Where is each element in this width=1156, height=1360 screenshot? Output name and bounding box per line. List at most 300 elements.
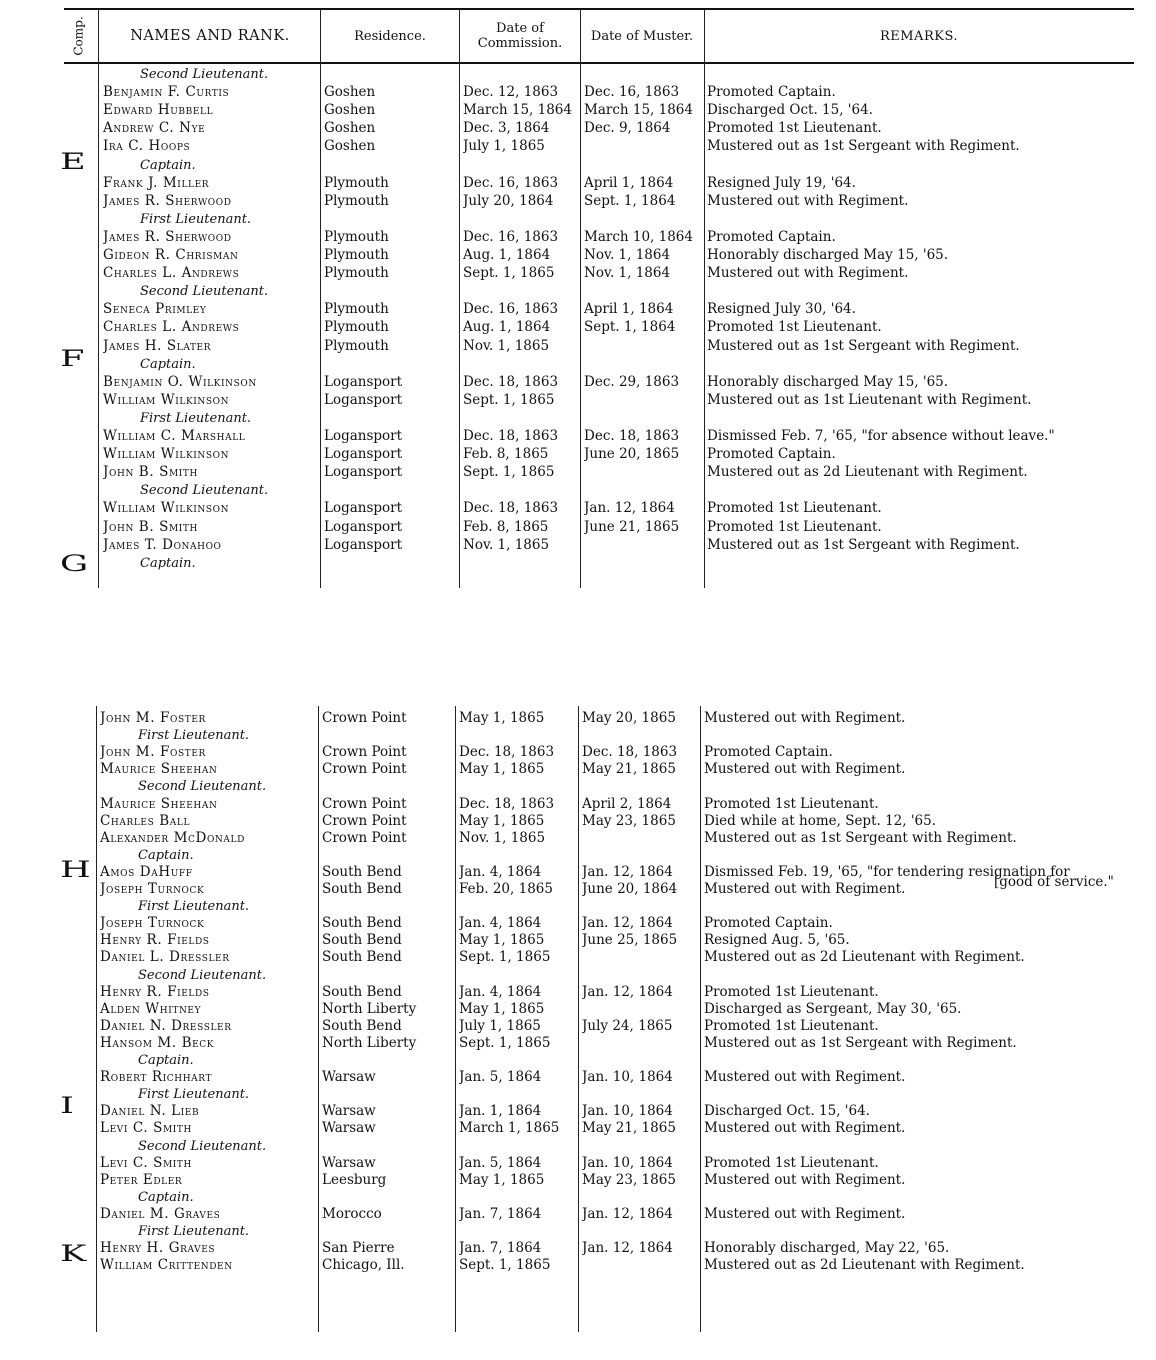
remarks-cell: Mustered out as 2d Lieutenant with Regiment. <box>704 949 1025 966</box>
muster-date: May 20, 1865 <box>582 710 676 726</box>
officer-name: Benjamin O. Wilkinson <box>103 373 257 390</box>
residence-cell: Crown Point <box>322 829 407 846</box>
commission-date: Dec. 16, 1863 <box>463 301 559 318</box>
commission-date: May 1, 1865 <box>459 1171 545 1188</box>
residence-cell: South Bend <box>322 983 402 1000</box>
header-muster: Date of Muster. <box>590 28 694 44</box>
residence-cell: Logansport <box>324 536 403 553</box>
roster-bottom-entry <box>0 984 1156 1001</box>
roster-bottom-entry <box>0 1052 1156 1069</box>
roster-top-entry <box>0 519 1156 536</box>
rank-heading: First Lieutenant. <box>138 1087 250 1103</box>
rank-heading: First Lieutenant. <box>138 899 250 915</box>
commission-date: Dec. 18, 1863 <box>463 428 559 444</box>
remarks-cell: Honorably discharged May 15, '65. <box>707 373 949 390</box>
roster-top-entry <box>0 283 1156 300</box>
officer-name: Henry R. Fields <box>100 983 210 1000</box>
roster-bottom-entry <box>0 915 1156 932</box>
remarks-cell: Mustered out with Regiment. <box>704 1069 906 1086</box>
muster-date: Jan. 10, 1864 <box>582 1069 673 1086</box>
commission-date: May 1, 1865 <box>459 1000 545 1017</box>
residence-cell: North Liberty <box>322 1000 417 1017</box>
commission-date: May 1, 1865 <box>459 812 545 829</box>
header-comp <box>64 10 94 62</box>
rank-heading: First Lieutenant. <box>138 728 250 744</box>
officer-name: Frank J. Miller <box>103 174 210 191</box>
muster-date: May 21, 1865 <box>582 761 676 778</box>
residence-cell: Plymouth <box>324 301 389 318</box>
commission-date: Dec. 16, 1863 <box>463 174 559 191</box>
rank-heading: Second Lieutenant. <box>140 483 269 499</box>
muster-date: April 1, 1864 <box>584 174 674 191</box>
roster-bottom-entry <box>0 1103 1156 1120</box>
residence-cell: Plymouth <box>324 174 389 191</box>
roster-bottom-entry <box>0 1274 1156 1291</box>
roster-top-entry <box>0 428 1156 445</box>
rank-heading: Captain. <box>138 847 194 863</box>
remarks-cell: Promoted 1st Lieutenant. <box>707 319 882 336</box>
officer-name: Maurice Sheehan <box>100 795 218 812</box>
roster-top-entry <box>0 84 1156 101</box>
roster-top-entry <box>0 229 1156 246</box>
roster-bottom-entry <box>0 710 1156 727</box>
roster-bottom-entry <box>0 727 1156 744</box>
remarks-cell: Promoted 1st Lieutenant. <box>707 500 882 517</box>
remarks-cell: Mustered out with Regiment. <box>704 881 906 897</box>
commission-date: Dec. 16, 1863 <box>463 228 559 245</box>
rank-heading: First Lieutenant. <box>140 410 252 426</box>
remarks-cell: Mustered out as 1st Sergeant with Regiment. <box>707 536 1020 553</box>
roster-top-entry <box>0 265 1156 282</box>
officer-name: Daniel M. Graves <box>100 1205 221 1222</box>
remarks-cell: Promoted 1st Lieutenant. <box>704 795 879 812</box>
roster-bottom-entry <box>0 932 1156 949</box>
remarks-cell: Mustered out with Regiment. <box>704 761 906 778</box>
muster-date: Dec. 9, 1864 <box>584 120 671 137</box>
remarks-cell: Resigned July 19, '64. <box>707 174 856 191</box>
roster-top-entry <box>0 247 1156 264</box>
residence-cell: Warsaw <box>322 1154 376 1171</box>
officer-name: John B. Smith <box>103 464 198 481</box>
remarks-cell: Mustered out as 1st Sergeant with Regiment. <box>704 829 1017 846</box>
residence-cell: Morocco <box>322 1205 382 1222</box>
remarks-cell: Honorably discharged May 15, '65. <box>707 247 949 263</box>
residence-cell: Logansport <box>324 391 403 408</box>
commission-date: Jan. 7, 1864 <box>459 1205 542 1222</box>
remarks-cell: Promoted Captain. <box>704 744 833 761</box>
officer-name: Edward Hubbell <box>103 102 214 119</box>
remarks-cell: Mustered out with Regiment. <box>704 1205 906 1222</box>
muster-date: Jan. 10, 1864 <box>582 1154 673 1171</box>
muster-date: June 21, 1865 <box>584 518 680 535</box>
roster-bottom-entry <box>0 1223 1156 1240</box>
roster-bottom-entry <box>0 949 1156 966</box>
officer-name: Benjamin F. Curtis <box>103 84 230 101</box>
residence-cell: South Bend <box>322 932 402 949</box>
rank-heading: First Lieutenant. <box>140 211 252 227</box>
company-letter-h: H <box>60 858 91 883</box>
roster-top-entry <box>0 157 1156 174</box>
remarks-cell: Promoted 1st Lieutenant. <box>704 983 879 1000</box>
rank-heading: Second Lieutenant. <box>138 779 267 795</box>
officer-name: Maurice Sheehan <box>100 761 218 778</box>
officer-name: William Crittenden <box>100 1257 233 1274</box>
commission-date: Jan. 4, 1864 <box>459 915 542 932</box>
roster-bottom-entry <box>0 1069 1156 1086</box>
officer-name: Robert Richhart <box>100 1069 213 1086</box>
header-comp-label: Comp. <box>72 16 86 56</box>
remarks-cell: Promoted 1st Lieutenant. <box>704 1017 879 1034</box>
commission-date: Feb. 20, 1865 <box>459 881 553 897</box>
commission-date: Jan. 4, 1864 <box>459 863 542 880</box>
residence-cell: Crown Point <box>322 812 407 829</box>
commission-date: July 1, 1865 <box>459 1017 541 1034</box>
muster-date: Jan. 12, 1864 <box>582 983 673 1000</box>
officer-name: William Wilkinson <box>103 500 230 517</box>
commission-date: Sept. 1, 1865 <box>459 1034 551 1051</box>
company-letter-g: G <box>60 552 89 577</box>
commission-date: Sept. 1, 1865 <box>459 1257 551 1274</box>
roster-bottom-entry <box>0 830 1156 847</box>
commission-date: Sept. 1, 1865 <box>463 391 555 408</box>
residence-cell: Leesburg <box>322 1171 387 1188</box>
residence-cell: Warsaw <box>322 1103 376 1120</box>
remarks-cell: Discharged Oct. 15, '64. <box>707 102 873 119</box>
roster-top-entry <box>0 102 1156 119</box>
officer-name: Charles L. Andrews <box>103 265 240 282</box>
roster-bottom-entry <box>0 1155 1156 1172</box>
commission-date: Sept. 1, 1865 <box>459 949 551 966</box>
residence-cell: Goshen <box>324 138 376 155</box>
roster-bottom-entry <box>0 1120 1156 1137</box>
remarks-cell: Promoted Captain. <box>704 915 833 932</box>
residence-cell: South Bend <box>322 881 402 897</box>
muster-date: Jan. 12, 1864 <box>584 500 675 517</box>
roster-bottom-entry <box>0 1291 1156 1308</box>
commission-date: Aug. 1, 1864 <box>463 247 551 263</box>
residence-cell: Logansport <box>324 373 403 390</box>
commission-date: March 1, 1865 <box>459 1120 560 1137</box>
roster-bottom-entry <box>0 1138 1156 1155</box>
residence-cell: Logansport <box>324 428 403 444</box>
rank-heading: Second Lieutenant. <box>140 67 269 82</box>
remarks-overflow-note: [good of service." <box>994 874 1114 890</box>
officer-name: Andrew C. Nye <box>103 120 206 137</box>
roster-top-entry <box>0 175 1156 192</box>
officer-name: James T. Donahoo <box>103 536 222 553</box>
roster-bottom-entry <box>0 744 1156 761</box>
roster-top-entry <box>0 138 1156 155</box>
roster-bottom-entry <box>0 1189 1156 1206</box>
company-letter-i: I <box>60 1094 74 1119</box>
officer-name: Alden Whitney <box>100 1000 202 1017</box>
roster-bottom-entry <box>0 1257 1156 1274</box>
commission-date: Nov. 1, 1865 <box>463 337 550 354</box>
residence-cell: Logansport <box>324 464 403 481</box>
remarks-cell: Discharged as Sergeant, May 30, '65. <box>704 1000 962 1017</box>
remarks-cell: Dismissed Feb. 7, '65, "for absence without leave." <box>707 428 1055 444</box>
commission-date: Jan. 5, 1864 <box>459 1069 542 1086</box>
muster-date: June 25, 1865 <box>582 932 678 949</box>
roster-bottom-entry <box>0 796 1156 813</box>
roster-top-entry <box>0 374 1156 391</box>
roster-top-entry <box>0 537 1156 554</box>
muster-date: May 21, 1865 <box>582 1120 676 1137</box>
roster-bottom-entry <box>0 1035 1156 1052</box>
officer-name: Charles L. Andrews <box>103 319 240 336</box>
officer-name: William Wilkinson <box>103 446 230 463</box>
roster-bottom-entry <box>0 1309 1156 1326</box>
residence-cell: Crown Point <box>322 710 407 726</box>
commission-date: July 20, 1864 <box>463 192 554 209</box>
commission-date: July 1, 1865 <box>463 138 545 155</box>
remarks-cell: Promoted 1st Lieutenant. <box>704 1154 879 1171</box>
officer-name: Levi C. Smith <box>100 1154 192 1171</box>
roster-bottom-entry <box>0 881 1156 898</box>
commission-date: Jan. 1, 1864 <box>459 1103 542 1120</box>
roster-top-entry <box>0 392 1156 409</box>
roster-bottom-entry <box>0 778 1156 795</box>
muster-date: Dec. 18, 1863 <box>582 744 678 761</box>
muster-date: Dec. 29, 1863 <box>584 373 680 390</box>
remarks-cell: Resigned July 30, '64. <box>707 301 856 318</box>
roster-top-entry <box>0 211 1156 228</box>
officer-name: Joseph Turnock <box>100 915 205 932</box>
commission-date: Sept. 1, 1865 <box>463 265 555 282</box>
roster-top-entry <box>0 410 1156 427</box>
rank-heading: Second Lieutenant. <box>138 967 267 983</box>
residence-cell: San Pierre <box>322 1240 395 1257</box>
commission-date: Nov. 1, 1865 <box>463 536 550 553</box>
muster-date: Jan. 10, 1864 <box>582 1103 673 1120</box>
officer-name: James R. Sherwood <box>103 192 232 209</box>
roster-top-entry <box>0 464 1156 481</box>
header-remarks: REMARKS. <box>879 28 959 44</box>
residence-cell: South Bend <box>322 949 402 966</box>
remarks-cell: Discharged Oct. 15, '64. <box>704 1103 870 1120</box>
remarks-cell: Mustered out with Regiment. <box>704 1120 906 1137</box>
residence-cell: Crown Point <box>322 761 407 778</box>
remarks-cell: Promoted 1st Lieutenant. <box>707 518 882 535</box>
commission-date: Aug. 1, 1864 <box>463 319 551 336</box>
rank-heading: Captain. <box>138 1053 194 1068</box>
commission-date: Dec. 3, 1864 <box>463 120 550 137</box>
officer-name: Henry H. Graves <box>100 1240 216 1257</box>
officer-name: James R. Sherwood <box>103 228 232 245</box>
roster-bottom-entry <box>0 1018 1156 1035</box>
residence-cell: Logansport <box>324 446 403 463</box>
residence-cell: Crown Point <box>322 744 407 761</box>
roster-bottom-entry <box>0 1240 1156 1257</box>
table-header <box>64 8 1134 64</box>
residence-cell: Goshen <box>324 84 376 101</box>
residence-cell: South Bend <box>322 915 402 932</box>
residence-cell: Goshen <box>324 120 376 137</box>
remarks-cell: Mustered out as 2d Lieutenant with Regiment. <box>707 464 1028 481</box>
residence-cell: Logansport <box>324 500 403 517</box>
roster-bottom-entry <box>0 864 1156 881</box>
residence-cell: Chicago, Ill. <box>322 1257 405 1274</box>
commission-date: Nov. 1, 1865 <box>459 829 546 846</box>
muster-date: Jan. 12, 1864 <box>582 915 673 932</box>
header-names: NAMES AND RANK. <box>130 27 290 44</box>
rank-heading: Captain. <box>140 555 196 571</box>
muster-date: Jan. 12, 1864 <box>582 1205 673 1222</box>
muster-date: March 15, 1864 <box>584 102 693 119</box>
remarks-cell: Mustered out as 1st Lieutenant with Regiment. <box>707 391 1032 408</box>
officer-name: Daniel N. Dressler <box>100 1017 232 1034</box>
remarks-cell: Mustered out as 1st Sergeant with Regiment. <box>707 337 1020 354</box>
muster-date: Nov. 1, 1864 <box>584 247 671 263</box>
remarks-cell: Honorably discharged, May 22, '65. <box>704 1240 950 1257</box>
commission-date: May 1, 1865 <box>459 932 545 949</box>
remarks-cell: Mustered out as 2d Lieutenant with Regiment. <box>704 1257 1025 1274</box>
rank-heading: Second Lieutenant. <box>140 284 269 300</box>
commission-date: Jan. 5, 1864 <box>459 1154 542 1171</box>
officer-name: Charles Ball <box>100 812 191 829</box>
roster-bottom-entry <box>0 813 1156 830</box>
residence-cell: South Bend <box>322 863 402 880</box>
officer-name: William Wilkinson <box>103 391 230 408</box>
residence-cell: Plymouth <box>324 337 389 354</box>
commission-date: Feb. 8, 1865 <box>463 518 549 535</box>
remarks-cell: Promoted 1st Lieutenant. <box>707 120 882 137</box>
commission-date: Dec. 18, 1863 <box>459 744 555 761</box>
rank-heading: Captain. <box>140 157 196 173</box>
officer-name: John M. Foster <box>100 744 206 761</box>
remarks-cell: Mustered out with Regiment. <box>707 265 909 282</box>
remarks-cell: Mustered out as 1st Sergeant with Regiment. <box>704 1034 1017 1051</box>
officer-name: Daniel L. Dressler <box>100 949 230 966</box>
roster-top-entry <box>0 66 1156 83</box>
residence-cell: Goshen <box>324 102 376 119</box>
roster-bottom-entry <box>0 847 1156 864</box>
roster-top-entry <box>0 120 1156 137</box>
roster-bottom-entry <box>0 761 1156 778</box>
muster-date: May 23, 1865 <box>582 1171 676 1188</box>
remarks-cell: Dismissed Feb. 19, '65, "for tendering resignation for <box>704 863 1070 880</box>
header-commission: Date of Commission. <box>477 21 563 51</box>
commission-date: Sept. 1, 1865 <box>463 464 555 481</box>
muster-date: Jan. 12, 1864 <box>582 863 673 880</box>
roster-bottom-entry <box>0 1086 1156 1103</box>
commission-date: May 1, 1865 <box>459 761 545 778</box>
company-letter-k: K <box>60 1242 87 1267</box>
remarks-cell: Died while at home, Sept. 12, '65. <box>704 812 937 829</box>
residence-cell: Logansport <box>324 518 403 535</box>
officer-name: Alexander McDonald <box>100 829 245 846</box>
muster-date: Dec. 16, 1863 <box>584 84 680 101</box>
residence-cell: Warsaw <box>322 1120 376 1137</box>
officer-name: James H. Slater <box>103 337 212 354</box>
company-letter-f: F <box>60 347 85 372</box>
residence-cell: Crown Point <box>322 795 407 812</box>
rank-heading: Captain. <box>140 356 196 372</box>
muster-date: May 23, 1865 <box>582 812 676 829</box>
commission-date: March 15, 1864 <box>463 102 572 119</box>
officer-name: Gideon R. Chrisman <box>103 247 239 263</box>
remarks-cell: Promoted Captain. <box>707 228 836 245</box>
muster-date: June 20, 1865 <box>584 446 680 463</box>
muster-date: April 2, 1864 <box>582 795 672 812</box>
officer-name: Joseph Turnock <box>100 881 205 897</box>
commission-date: Jan. 7, 1864 <box>459 1240 542 1257</box>
commission-date: Dec. 18, 1863 <box>459 795 555 812</box>
officer-name: Henry R. Fields <box>100 932 210 949</box>
roster-bottom-entry <box>0 1001 1156 1018</box>
residence-cell: North Liberty <box>322 1034 417 1051</box>
rank-heading: First Lieutenant. <box>138 1224 250 1239</box>
officer-name: Levi C. Smith <box>100 1120 192 1137</box>
residence-cell: South Bend <box>322 1017 402 1034</box>
residence-cell: Warsaw <box>322 1069 376 1086</box>
roster-top-entry <box>0 301 1156 318</box>
remarks-cell: Promoted Captain. <box>707 446 836 463</box>
officer-name: Seneca Primley <box>103 301 207 318</box>
muster-date: April 1, 1864 <box>584 301 674 318</box>
remarks-cell: Mustered out with Regiment. <box>704 1171 906 1188</box>
roster-top-entry <box>0 555 1156 572</box>
residence-cell: Plymouth <box>324 247 389 263</box>
muster-date: Sept. 1, 1864 <box>584 319 676 336</box>
commission-date: May 1, 1865 <box>459 710 545 726</box>
remarks-cell: Mustered out with Regiment. <box>704 710 906 726</box>
roster-top-entry <box>0 500 1156 517</box>
commission-date: Jan. 4, 1864 <box>459 983 542 1000</box>
roster-bottom-entry <box>0 1206 1156 1223</box>
remarks-cell: Promoted Captain. <box>707 84 836 101</box>
remarks-cell: Resigned Aug. 5, '65. <box>704 932 850 949</box>
company-letter-e: E <box>60 150 86 175</box>
commission-date: Dec. 18, 1863 <box>463 500 559 517</box>
officer-name: William C. Marshall <box>103 428 246 444</box>
residence-cell: Plymouth <box>324 192 389 209</box>
remarks-cell: Mustered out as 1st Sergeant with Regiment. <box>707 138 1020 155</box>
officer-name: Daniel N. Lieb <box>100 1103 200 1120</box>
roster-top-entry <box>0 482 1156 499</box>
muster-date: Dec. 18, 1863 <box>584 428 680 444</box>
rank-heading: Second Lieutenant. <box>138 1138 267 1154</box>
officer-name: Peter Edler <box>100 1171 183 1188</box>
roster-top-entry <box>0 193 1156 210</box>
officer-name: John B. Smith <box>103 518 198 535</box>
roster-top-entry <box>0 319 1156 336</box>
remarks-cell: Mustered out with Regiment. <box>707 192 909 209</box>
residence-cell: Plymouth <box>324 228 389 245</box>
roster-bottom-entry <box>0 1172 1156 1189</box>
rank-heading: Captain. <box>138 1189 194 1205</box>
commission-date: Dec. 12, 1863 <box>463 84 559 101</box>
officer-name: Hansom M. Beck <box>100 1034 215 1051</box>
commission-date: Dec. 18, 1863 <box>463 373 559 390</box>
muster-date: July 24, 1865 <box>582 1017 673 1034</box>
muster-date: Nov. 1, 1864 <box>584 265 671 282</box>
roster-top-entry <box>0 446 1156 463</box>
roster-top-entry <box>0 356 1156 373</box>
muster-date: Jan. 12, 1864 <box>582 1240 673 1257</box>
officer-name: John M. Foster <box>100 710 206 726</box>
residence-cell: Plymouth <box>324 319 389 336</box>
roster-bottom-entry <box>0 967 1156 984</box>
residence-cell: Plymouth <box>324 265 389 282</box>
commission-date: Feb. 8, 1865 <box>463 446 549 463</box>
officer-name: Ira C. Hoops <box>103 138 191 155</box>
header-residence: Residence. <box>354 28 426 44</box>
muster-date: Sept. 1, 1864 <box>584 192 676 209</box>
muster-date: March 10, 1864 <box>584 228 693 245</box>
officer-name: Amos DaHuff <box>100 863 193 880</box>
muster-date: June 20, 1864 <box>582 881 678 897</box>
